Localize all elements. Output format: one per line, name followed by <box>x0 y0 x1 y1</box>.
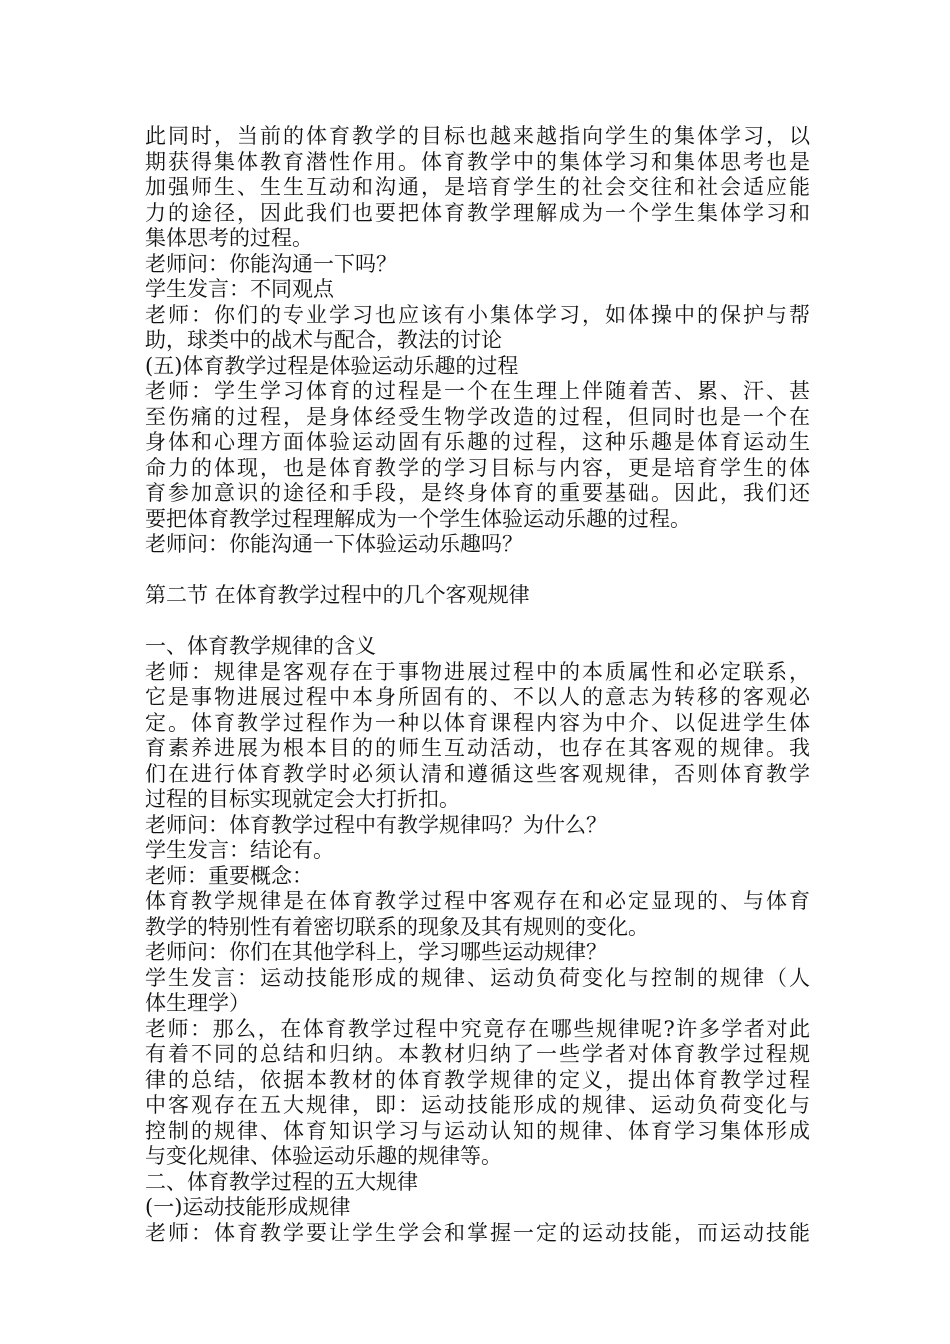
subsection-heading: 二、体育教学过程的五大规律 <box>145 1169 418 1194</box>
paragraph-line: 老师：那么，在体育教学过程中究竟存在哪些规律呢?许多学者对此 <box>145 1016 810 1041</box>
teacher-remark: 老师：重要概念： <box>145 863 313 888</box>
paragraph-line: 体生理学） <box>145 991 250 1015</box>
paragraph-line: 育素养进展为根本目的的师生互动活动，也存在其客观的规律。我 <box>145 736 810 760</box>
paragraph-line: 有着不同的总结和归纳。本教材归纳了一些学者对体育教学过程规 <box>145 1042 810 1066</box>
document-page <box>145 124 810 1246</box>
teacher-question: 老师问：体育教学过程中有教学规律吗？为什么？ <box>145 812 607 837</box>
paragraph-line: 老师：体育教学要让学生学会和掌握一定的运动技能，而运动技能 <box>145 1220 810 1245</box>
paragraph-line: 体育教学规律是在体育教学过程中客观存在和必定显现的、与体育 <box>145 889 810 913</box>
paragraph-line: 过程的目标实现就定会大打折扣。 <box>145 787 460 811</box>
paragraph-line: 教学的特别性有着密切联系的现象及其有规则的变化。 <box>145 914 649 939</box>
paragraph-line: 要把体育教学过程理解成为一个学生体验运动乐趣的过程。 <box>145 506 691 531</box>
paragraph-line: 它是事物进展过程中本身所固有的、不以人的意志为转移的客观必 <box>145 685 810 709</box>
paragraph-line: 们在进行体育教学时必须认清和遵循这些客观规律，否则体育教学 <box>145 761 810 786</box>
paragraph-line: 至伤痛的过程，是身体经受生物学改造的过程，但同时也是一个在 <box>145 404 810 429</box>
paragraph-line: 定。体育教学过程作为一种以体育课程内容为中介、以促进学生体 <box>145 710 810 735</box>
paragraph-line: 育参加意识的途径和手段，是终身体育的重要基础。因此，我们还 <box>145 481 810 505</box>
student-answer: 学生发言：结论有。 <box>145 838 334 862</box>
teacher-question: 老师问：你能沟通一下体验运动乐趣吗？ <box>145 532 523 556</box>
paragraph-line: 加强师生、生生互动和沟通，是培育学生的社会交往和社会适应能 <box>145 175 810 199</box>
paragraph-line: 老师：学生学习体育的过程是一个在生理上伴随着苦、累、汗、甚 <box>145 379 810 403</box>
paragraph-line: 命力的体现，也是体育教学的学习目标与内容，更是培育学生的体 <box>145 455 810 480</box>
section-heading: 第二节 在体育教学过程中的几个客观规律 <box>145 583 530 607</box>
paragraph-line: 身体和心理方面体验运动固有乐趣的过程，这种乐趣是体育运动生 <box>145 430 810 454</box>
paragraph-line: 期获得集体教育潜性作用。体育教学中的集体学习和集体思考也是 <box>145 149 810 174</box>
paragraph-line: 老师：你们的专业学习也应该有小集体学习，如体操中的保护与帮 <box>145 302 810 327</box>
subsection-heading: (一)运动技能形成规律 <box>145 1195 351 1219</box>
paragraph-line: 助，球类中的战术与配合，教法的讨论 <box>145 328 502 352</box>
blank-line <box>145 558 810 584</box>
paragraph-line: 与变化规律、体验运动乐趣的规律等。 <box>145 1144 502 1168</box>
student-answer: 学生发言：运动技能形成的规律、运动负荷变化与控制的规律（人 <box>145 965 810 990</box>
paragraph-line: 老师：规律是客观存在于事物进展过程中的本质属性和必定联系， <box>145 659 810 684</box>
subsection-heading: 一、体育教学规律的含义 <box>145 634 376 658</box>
paragraph-line: 集体思考的过程。 <box>145 226 313 250</box>
teacher-question: 老师问：你能沟通一下吗？ <box>145 251 397 276</box>
paragraph-line: 控制的规律、体育知识学习与运动认知的规律、体育学习集体形成 <box>145 1118 810 1143</box>
subsection-heading: (五)体育教学过程是体验运动乐趣的过程 <box>145 353 519 378</box>
blank-line <box>145 609 810 635</box>
paragraph-line: 律的总结，依据本教材的体育教学规律的定义，提出体育教学过程 <box>145 1067 810 1092</box>
paragraph-line: 中客观存在五大规律，即：运动技能形成的规律、运动负荷变化与 <box>145 1093 810 1117</box>
teacher-question: 老师问：你们在其他学科上，学习哪些运动规律？ <box>145 940 607 964</box>
paragraph-line: 力的途径，因此我们也要把体育教学理解成为一个学生集体学习和 <box>145 200 810 225</box>
student-answer: 学生发言：不同观点 <box>145 277 334 301</box>
paragraph-line: 此同时，当前的体育教学的目标也越来越指向学生的集体学习，以 <box>145 124 810 148</box>
